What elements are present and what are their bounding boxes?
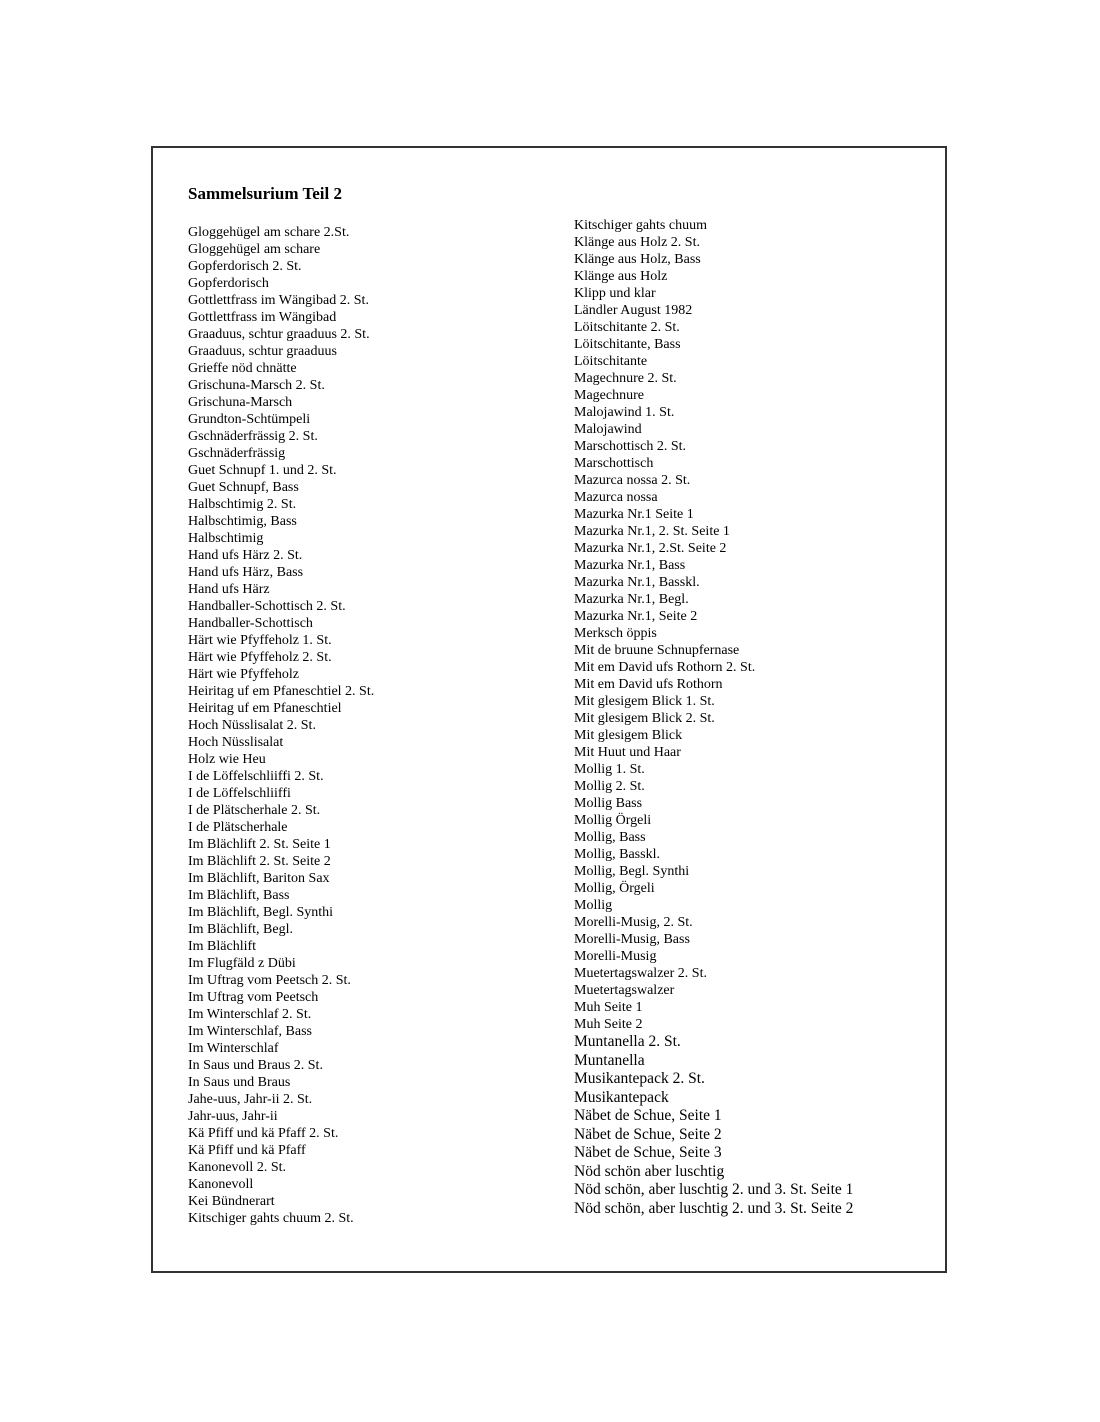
list-item: I de Plätscherhale 2. St. <box>188 803 321 818</box>
list-item: Näbet de Schue, Seite 1 <box>574 1107 722 1124</box>
list-item: In Saus und Braus <box>188 1075 291 1090</box>
list-item: Mollig, Begl. Synthi <box>574 864 690 879</box>
list-item: Mit de bruune Schnupfernase <box>574 643 740 658</box>
list-item: Klänge aus Holz, Bass <box>574 252 701 267</box>
list-item: Grieffe nöd chnätte <box>188 361 297 376</box>
list-item: Härt wie Pfyffeholz <box>188 667 299 682</box>
list-item: Im Flugfäld z Dübi <box>188 956 296 971</box>
document-title: Sammelsurium Teil 2 <box>188 184 342 203</box>
list-item: Gloggehügel am schare 2.St. <box>188 225 350 240</box>
list-item: Muh Seite 1 <box>574 1000 643 1015</box>
list-item: Härt wie Pfyffeholz 2. St. <box>188 650 332 665</box>
list-item: Graaduus, schtur graaduus <box>188 344 337 359</box>
list-item: Musikantepack <box>574 1088 669 1106</box>
list-item: Malojawind <box>574 422 642 437</box>
list-item: Mit glesigem Blick <box>574 728 683 743</box>
list-item: Muntanella <box>574 1051 645 1069</box>
list-item: Löitschitante 2. St. <box>574 320 680 335</box>
list-item: Im Blächlift 2. St. Seite 1 <box>188 837 331 852</box>
list-item: Marschottisch 2. St. <box>574 439 686 454</box>
list-item: I de Löffelschliiffi 2. St. <box>188 769 324 784</box>
list-item: Mollig, Bass <box>574 830 646 845</box>
left-column-list <box>188 224 374 1227</box>
list-item: Mollig 1. St. <box>574 762 645 777</box>
list-item: Musikantepack 2. St. <box>574 1070 705 1087</box>
list-item: Kanonevoll <box>188 1177 254 1192</box>
list-item: Löitschitante, Bass <box>574 337 681 352</box>
list-item: Mazurka Nr.1, 2. St. Seite 1 <box>574 524 730 539</box>
list-item: Mollig, Basskl. <box>574 847 660 862</box>
list-item: Jahe-uus, Jahr-ii 2. St. <box>188 1092 313 1107</box>
list-item: Muetertagswalzer 2. St. <box>574 966 707 981</box>
list-item: Im Blächlift, Begl. Synthi <box>188 905 334 920</box>
list-item: Mazurca nossa 2. St. <box>574 473 691 488</box>
list-item: Im Blächlift <box>188 939 257 954</box>
list-item: Hand ufs Härz <box>188 582 270 597</box>
list-item: Mit Huut und Haar <box>574 745 681 760</box>
list-item: Muetertagswalzer <box>574 983 675 998</box>
list-item: Handballer-Schottisch 2. St. <box>188 599 346 614</box>
list-item: Mazurka Nr.1 Seite 1 <box>574 507 694 522</box>
list-item: In Saus und Braus 2. St. <box>188 1058 323 1073</box>
list-item: Mollig Bass <box>574 796 643 811</box>
list-item: Holz wie Heu <box>188 752 266 767</box>
list-item: Handballer-Schottisch <box>188 616 313 631</box>
list-item: Im Blächlift 2. St. Seite 2 <box>188 854 331 869</box>
list-item: Klänge aus Holz 2. St. <box>574 235 700 250</box>
list-item: Mazurka Nr.1, Begl. <box>574 592 689 607</box>
list-item: Mollig <box>574 898 613 913</box>
list-item: Hand ufs Härz 2. St. <box>188 548 303 563</box>
list-item: Halbschtimig, Bass <box>188 514 297 529</box>
list-item: Klänge aus Holz <box>574 269 668 284</box>
list-item: Morelli-Musig, 2. St. <box>574 915 693 930</box>
list-item: Kei Bündnerart <box>188 1194 275 1209</box>
list-item: Im Winterschlaf <box>188 1041 279 1056</box>
list-item: Magechnure <box>574 388 644 403</box>
list-item: Gschnäderfrässig <box>188 446 286 461</box>
list-item: Guet Schnupf, Bass <box>188 480 299 495</box>
list-item: Halbschtimig 2. St. <box>188 497 297 512</box>
list-item: Mazurka Nr.1, Seite 2 <box>574 609 698 624</box>
list-item: Hand ufs Härz, Bass <box>188 565 304 580</box>
list-item: Im Winterschlaf 2. St. <box>188 1007 312 1022</box>
list-item: Im Uftrag vom Peetsch <box>188 990 319 1005</box>
list-item: Nöd schön, aber luschtig 2. und 3. St. Seite 2 <box>574 1199 854 1217</box>
list-item: Kitschiger gahts chuum 2. St. <box>188 1211 354 1226</box>
list-item: Mazurka Nr.1, Bass <box>574 558 686 573</box>
list-item: Im Blächlift, Begl. <box>188 922 293 937</box>
list-item: Grischuna-Marsch 2. St. <box>188 378 325 393</box>
list-item: Morelli-Musig <box>574 949 657 964</box>
list-item: Jahr-uus, Jahr-ii <box>188 1109 278 1124</box>
list-item: Mit em David ufs Rothorn <box>574 677 723 692</box>
list-item: Kä Pfiff und kä Pfaff 2. St. <box>188 1126 339 1141</box>
list-item: Mollig Örgeli <box>574 813 652 828</box>
list-item: Halbschtimig <box>188 531 264 546</box>
list-item: Näbet de Schue, Seite 2 <box>574 1125 722 1143</box>
list-item: Graaduus, schtur graaduus 2. St. <box>188 327 370 342</box>
list-item: Gschnäderfrässig 2. St. <box>188 429 318 444</box>
list-item: Merksch öppis <box>574 626 657 641</box>
list-item: Mollig 2. St. <box>574 779 645 794</box>
list-item: Mollig, Örgeli <box>574 881 655 896</box>
list-item: Im Blächlift, Bariton Sax <box>188 871 330 886</box>
list-item: I de Plätscherhale <box>188 820 288 835</box>
list-item: Hoch Nüsslisalat <box>188 735 284 750</box>
list-item: Im Uftrag vom Peetsch 2. St. <box>188 973 351 988</box>
list-item: Mit em David ufs Rothorn 2. St. <box>574 660 756 675</box>
list-item: Kitschiger gahts chuum <box>574 218 707 233</box>
list-item: Mazurka Nr.1, Basskl. <box>574 575 700 590</box>
list-item: Härt wie Pfyffeholz 1. St. <box>188 633 332 648</box>
list-item: Grundton-Schtümpeli <box>188 412 311 427</box>
list-item: Klipp und klar <box>574 286 656 301</box>
list-item: Hoch Nüsslisalat 2. St. <box>188 718 316 733</box>
list-item: Mazurka Nr.1, 2.St. Seite 2 <box>574 541 727 556</box>
list-item: Mazurca nossa <box>574 490 658 505</box>
list-item: Morelli-Musig, Bass <box>574 932 690 947</box>
list-item: Gottlettfrass im Wängibad 2. St. <box>188 293 369 308</box>
list-item: Mit glesigem Blick 1. St. <box>574 694 715 709</box>
list-item: Gloggehügel am schare <box>188 242 321 257</box>
list-item: Ländler August 1982 <box>574 303 693 318</box>
list-item: Gottlettfrass im Wängibad <box>188 310 337 325</box>
list-item: Heiritag uf em Pfaneschtiel 2. St. <box>188 684 375 699</box>
list-item: Grischuna-Marsch <box>188 395 293 410</box>
right-column-list <box>574 217 853 1218</box>
list-item: Gopferdorisch <box>188 276 269 291</box>
list-item: Magechnure 2. St. <box>574 371 677 386</box>
list-item: Kä Pfiff und kä Pfaff <box>188 1143 306 1158</box>
list-item: Guet Schnupf 1. und 2. St. <box>188 463 337 478</box>
list-item: Näbet de Schue, Seite 3 <box>574 1144 722 1161</box>
list-item: Löitschitante <box>574 354 648 369</box>
list-item: Nöd schön, aber luschtig 2. und 3. St. Seite 1 <box>574 1181 854 1198</box>
list-item: Im Blächlift, Bass <box>188 888 290 903</box>
list-item: Kanonevoll 2. St. <box>188 1160 286 1175</box>
list-item: Gopferdorisch 2. St. <box>188 259 302 274</box>
list-item: Malojawind 1. St. <box>574 405 675 420</box>
list-item: I de Löffelschliiffi <box>188 786 291 801</box>
list-item: Heiritag uf em Pfaneschtiel <box>188 701 342 716</box>
list-item: Marschottisch <box>574 456 654 471</box>
list-item: Muh Seite 2 <box>574 1017 643 1032</box>
list-item: Muntanella 2. St. <box>574 1033 681 1050</box>
list-item: Im Winterschlaf, Bass <box>188 1024 312 1039</box>
list-item: Mit glesigem Blick 2. St. <box>574 711 715 726</box>
list-item: Nöd schön aber luschtig <box>574 1162 725 1180</box>
